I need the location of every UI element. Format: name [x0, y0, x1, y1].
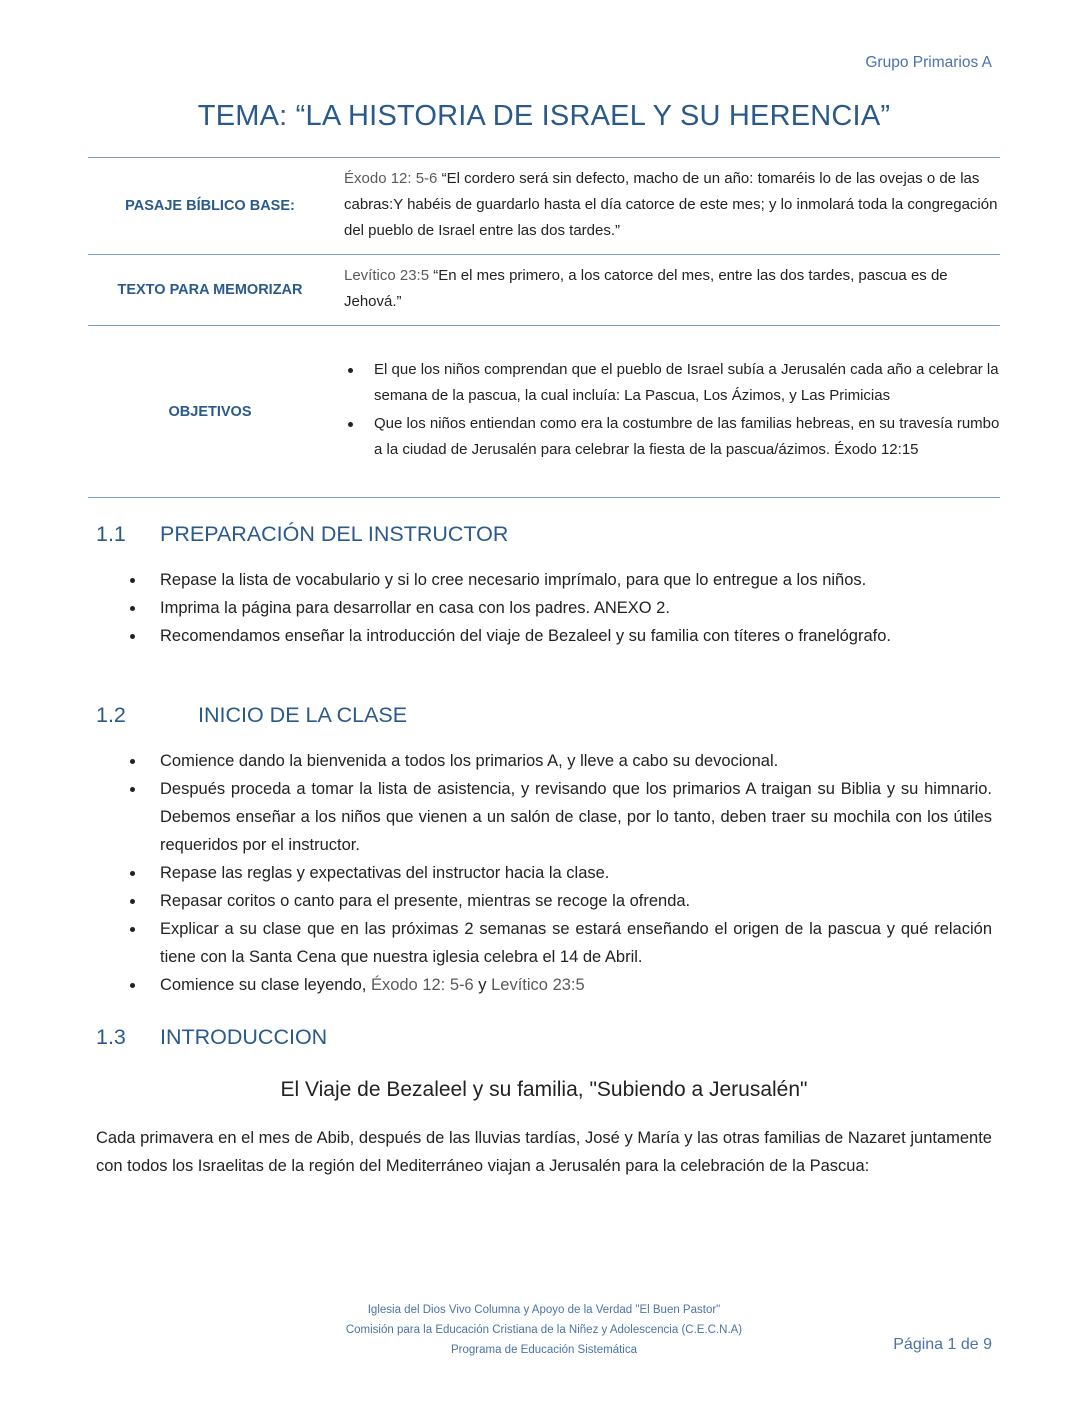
section-heading-preparacion [96, 522, 508, 547]
list-item: Repase las reglas y expectativas del instructor hacia la clase. [96, 859, 992, 887]
list-item [96, 971, 992, 999]
memorizar-reference: Levítico 23:5 [344, 267, 430, 284]
lesson-info-table [88, 157, 1000, 498]
objetivos-row [88, 326, 1000, 498]
list-item: Después proceda a tomar la lista de asistencia, y revisando que los primarios A traigan su Biblia y su himnario. Debemos enseñar a los niños que vienen a un salón de clase, por lo tanto, deben traer su mochila con los útiles requeridos por el instructor. [96, 775, 992, 859]
section-heading-introduccion [96, 1025, 327, 1050]
pasaje-row [88, 158, 1000, 255]
bullet-prefix: Comience su clase leyendo, [160, 976, 371, 994]
section-heading-inicio [96, 703, 407, 728]
section-number: 1.2 [96, 703, 126, 727]
list-item: Imprima la página para desarrollar en casa con los padres. ANEXO 2. [96, 594, 992, 622]
pasaje-reference: Éxodo 12: 5-6 [344, 170, 438, 187]
list-item: Recomendamos enseñar la introducción del viaje de Bezaleel y su familia con títeres o franelógrafo. [96, 622, 992, 650]
group-name: Grupo Primarios A [865, 54, 992, 71]
page-title: TEMA: “LA HISTORIA DE ISRAEL Y SU HERENCIA” [197, 100, 891, 132]
page-number: Página 1 de 9 [893, 1336, 992, 1353]
bullet-middle: y [473, 976, 492, 994]
list-item: Repase la lista de vocabulario y si lo cree necesario imprímalo, para que lo entregue a los niños. [96, 566, 992, 594]
pasaje-label: PASAJE BÍBLICO BASE: [88, 158, 332, 255]
memorizar-row [88, 255, 1000, 326]
memorizar-content [332, 255, 1000, 326]
section-title: INICIO DE LA CLASE [198, 703, 408, 727]
preparacion-list [96, 566, 992, 650]
list-item: Repasar coritos o canto para el presente, mientras se recoge la ofrenda. [96, 887, 992, 915]
footer-line: Iglesia del Dios Vivo Columna y Apoyo de la Verdad "El Buen Pastor" [367, 1304, 721, 1316]
introduction-paragraph: Cada primavera en el mes de Abib, después de las lluvias tardías, José y María y las otras familias de Nazaret juntamente con todos los Israelitas de la región del Mediterráneo viajan a Jerusalén para la celebración de la Pascua: [96, 1129, 992, 1175]
objetivo-item: Que los niños entiendan como era la costumbre de las familias hebreas, en su travesía rumbo a la ciudad de Jerusalén para celebrar la fiesta de la pascua/ázimos. Éxodo 12:15 [344, 411, 1000, 463]
footer-line: Comisión para la Educación Cristiana de la Niñez y Adolescencia (C.E.C.N.A) [345, 1324, 743, 1336]
list-item: Comience dando la bienvenida a todos los primarios A, y lleve a cabo su devocional. [96, 747, 992, 775]
list-item: Explicar a su clase que en las próximas 2 semanas se estará enseñando el origen de la pascua y qué relación tiene con la Santa Cena que nuestra iglesia celebra el 14 de Abril. [96, 915, 992, 971]
introduction-subtitle: El Viaje de Bezaleel y su familia, "Subiendo a Jerusalén" [280, 1078, 808, 1101]
objetivos-label: OBJETIVOS [88, 326, 332, 498]
memorizar-label: TEXTO PARA MEMORIZAR [88, 255, 332, 326]
reference-levitico: Levítico 23:5 [491, 976, 585, 994]
section-number: 1.3 [96, 1025, 126, 1049]
objetivos-list [344, 357, 1000, 463]
reference-exodo: Éxodo 12: 5-6 [370, 976, 474, 994]
objetivo-item: El que los niños comprendan que el pueblo de Israel subía a Jerusalén cada año a celebrar la semana de la pascua, la cual incluía: La Pascua, Los Ázimos, y Las Primicias [344, 357, 1000, 409]
inicio-list [96, 747, 992, 999]
footer-line: Programa de Educación Sistemática [450, 1344, 637, 1356]
objetivos-content [332, 326, 1000, 498]
section-title: INTRODUCCION [160, 1025, 328, 1049]
pasaje-content [332, 158, 1000, 255]
section-title: PREPARACIÓN DEL INSTRUCTOR [160, 522, 509, 546]
memorizar-text: “En el mes primero, a los catorce del mes, entre las dos tardes, pascua es de Jehová.” [344, 267, 948, 310]
section-number: 1.1 [96, 522, 126, 546]
pasaje-text: “El cordero será sin defecto, macho de un año: tomaréis lo de las ovejas o de las cabras:Y habéis de guardarlo hasta el día catorce de este mes; y lo inmolará toda la congregación del pueblo de Israel entre las dos tardes.” [344, 170, 998, 239]
